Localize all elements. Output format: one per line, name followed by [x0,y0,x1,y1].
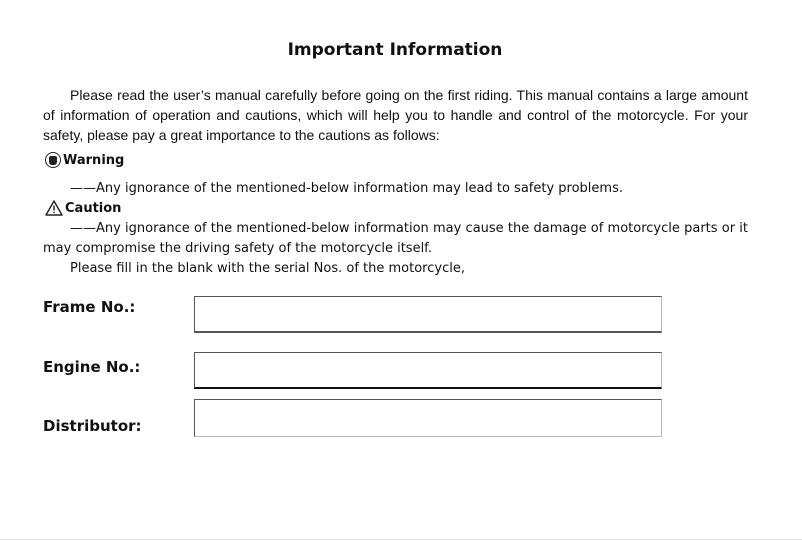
page-title: Important Information [287,40,503,60]
warning-label: Warning [63,152,125,168]
page-bottom-divider [0,539,802,540]
caution-triangle-icon [45,200,63,216]
distributor-label: Distributor: [43,417,142,435]
warning-text: ——Any ignorance of the mentioned-below information may lead to safety problems. [70,181,623,196]
engine-no-field[interactable] [194,352,662,389]
caution-text: ——Any ignorance of the mentioned-below information may cause the damage of motorcycle parts or it may compromise the driving safety of the motorcycle itself. [43,221,748,256]
warning-heading [45,152,124,168]
caution-heading [45,200,121,216]
caution-label: Caution [65,200,122,216]
engine-no-label: Engine No.: [43,358,141,376]
frame-no-label: Frame No.: [43,298,136,316]
intro-paragraph: Please read the user’s manual carefully before going on the first riding. This manual contains a large amount of information of operation and cautions, which will help you to handle and control of the motorcycle. For your safety, please pay a great importance to the cautions as follows: [43,87,748,143]
warning-hand-icon [45,152,61,168]
frame-no-field[interactable] [194,296,662,333]
distributor-field[interactable] [194,399,662,437]
fill-instruction: Please fill in the blank with the serial Nos. of the motorcycle, [70,261,465,276]
